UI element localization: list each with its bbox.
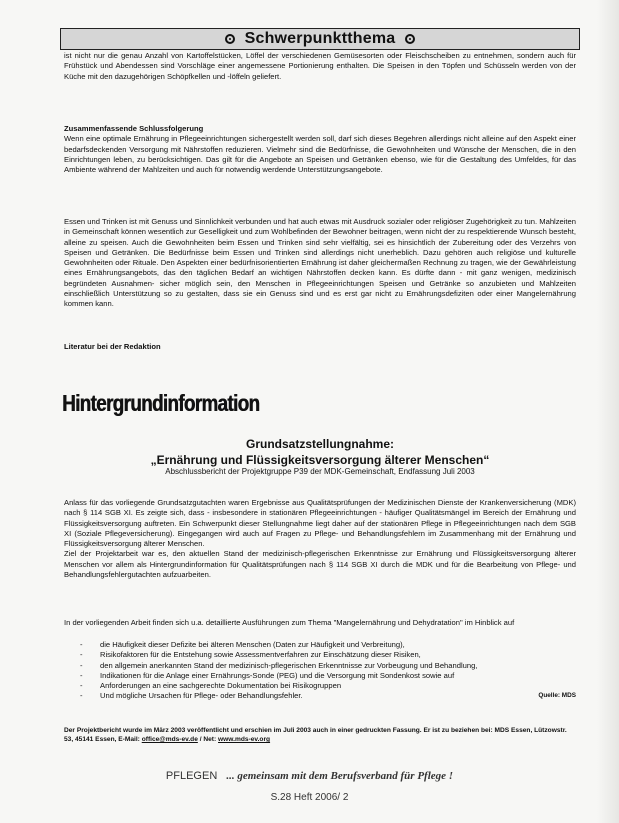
- list-item-text: - Und mögliche Ursachen für Pflege- oder Behandlungsfehler.: [100, 691, 303, 701]
- page-edge-shadow: [597, 0, 619, 823]
- list-item: - den allgemein anerkannten Stand der medizinisch-pflegerischen Erkenntnisse zur Vorbeugung und Behandlung,: [80, 661, 576, 671]
- conclusion-heading: Zusammenfassende Schlussfolgerung: [64, 124, 204, 133]
- list-item: [80, 691, 576, 701]
- intro-paragraph: ist nicht nur die genau Anzahl von Kartoffelstücken, Löffel der verschiedenen Gemüsesorten oder Fleischscheiben zu entnehmen, sondern auch für Frühstück und Abendessen sind Vorschläge einer angemessene Portionierung enthalten. Die Speisen in den Töpfen und Schüsseln werden von der Küche mit den dazugehörigen Schöpfkellen und -löffeln geliefert.: [64, 51, 576, 81]
- page-number: S.28 Heft 2006/ 2: [270, 792, 349, 803]
- footer-slogan: ... gemeinsam mit dem Berufsverband für Pflege !: [226, 770, 454, 782]
- statement-heading: Grundsatzstellungnahme:: [245, 437, 394, 451]
- literature-note: Literatur bei der Redaktion: [64, 342, 161, 351]
- topics-list: [80, 640, 576, 702]
- footer-slogan-line: [0, 770, 619, 782]
- statement-paragraph-1: Anlass für das vorliegende Grundsatzgutachten waren Ergebnisse aus Qualitätsprüfungen der Medizinischen Dienste der Krankenversicherung (MDK) nach § 114 SGB XI. Es zeigte sich, dass - insbesondere in stationären Pflegeeinrichtungen - häufiger Qualitätsmängel im Bereich der Ernährung und Flüssigkeitsversorgung auftreten. Ein Schwerpunkt dieser Stellungnahme liegt daher auf der stationären Pflege in Pflegeeinrichtungen nach dem SGB XI (Soziale Pflegeversicherung). Eingegangen wird auch auf Fragen zu Pflege- und Behandlungsfehlern im Zusammenhang mit der Ernährung und Flüssigkeitsversorgung älterer Menschen.: [64, 498, 576, 549]
- topics-intro-block: [64, 618, 576, 628]
- statement-title: „Ernährung und Flüssigkeitsversorgung älterer Menschen“: [150, 453, 490, 467]
- footer-brand: PFLEGEN: [165, 770, 218, 782]
- footnote-net-label: / Net:: [199, 736, 217, 744]
- statement-subtitle: Abschlussbericht der Projektgruppe P39 der MDK-Gemeinschaft, Endfassung Juli 2003: [165, 467, 475, 476]
- statement-paragraph-2: Ziel der Projektarbeit war es, den aktuellen Stand der medizinisch-pflegerischen Erkenntnisse zur Ernährung und Flüssigkeitsversorgung älterer Menschen vor allem als Hintergrundinformation für Qualitätsprüfungen nach § 114 SGB XI durch die MDK und für die Bearbeitung von Pflege- und Behandlungsfehlergutachten aufzuarbeiten.: [64, 549, 576, 580]
- hintergrund-title: Hintergrundinformation: [62, 390, 260, 416]
- source-label: Quelle: MDS: [538, 692, 576, 700]
- target-icon: [405, 34, 415, 44]
- topics-intro: In der vorliegenden Arbeit finden sich u.a. detaillierte Ausführungen zum Thema "Mangelernährung und Dehydratation" im Hinblick auf: [64, 618, 515, 627]
- footnote-text: Der Projektbericht wurde im März 2003 veröffentlicht und erschien im Juli 2003 auch in einer gedruckten Fassung. Er ist zu beziehen bei: MDS Essen, Lützowstr. 53, 45141 Essen, E-Mail:: [64, 727, 567, 744]
- statement-body: [64, 498, 576, 580]
- intro-paragraph-block: [64, 51, 576, 82]
- conclusion-paragraph: Wenn eine optimale Ernährung in Pflegeeinrichtungen sichergestellt werden soll, darf sich dieses Begehren allerdings nicht alleine auf den Aspekt einer bedarfsdeckenden Versorgung mit Nährstoffen reduzieren. Vielmehr sind die Bedürfnisse, die Gewohnheiten und Wünsche der Menschen, die in den Einrichtungen leben, zu berücksichtigen. Das gilt für die Angebote an Speisen und Getränken ebenso, wie für die Gestaltung des Umfeldes, für das Ambiente während der Mahlzeiten und auch für notwendig werdende Unterstützungsangebote.: [64, 134, 576, 175]
- list-item: - Indikationen für die Anlage einer Ernährungs-Sonde (PEG) und die Versorgung mit Sondenkost sowie auf: [80, 671, 576, 681]
- meals-paragraph: Essen und Trinken ist mit Genuss und Sinnlichkeit verbunden und hat auch etwas mit Ausdruck sozialer oder religiöser Zugehörigkeit zu tun. Mahlzeiten in Gemeinschaft können wesentlich zur Geselligkeit und zum Wohlbefinden der Bewohner beitragen, wenn nicht der zu respektierende Wunsch besteht, alleine zu speisen. Auch die Gewohnheiten beim Essen und Trinken sind sehr vielfältig, sei es hinsichtlich der Zubereitung oder des Verzehrs von Speisen und Getränken. Die Bedürfnisse beim Essen und Trinken sind allerdings nicht unerheblich. Dazu gehören auch religiöse und kulturelle Gewohnheiten oder Rituale. Den Aspekten einer bedürfnisorientierten Ernährung ist daher gleichermaßen Rechnung zu tragen, wie der Gewährleistung eines Ernährungsangebots, das den täglichen Bedarf an wichtigen Nährstoffen decken kann. Es dürfte dann - mit ganz wenigen, medizinisch begründeten Ausnahmen- sicher möglich sein, den Menschen in Pflegeeinrichtungen Speisen und Getränke so anzubieten und Mahlzeiten einschließlich Unterstützung so zu gestalten, dass sie ein Genuss sind und es erst gar nicht zu Ernährungsdefiziten oder einer Mangelernährung kommen kann.: [64, 217, 576, 309]
- meals-section: [64, 217, 576, 310]
- conclusion-section: [64, 124, 576, 175]
- email-link[interactable]: office@mds-ev.de: [141, 736, 198, 744]
- website-link[interactable]: www.mds-ev.org: [218, 736, 271, 744]
- section-header: [60, 28, 580, 50]
- target-icon: [225, 34, 235, 44]
- list-item: - die Häufigkeit dieser Defizite bei älteren Menschen (Daten zur Häufigkeit und Verbreitung),: [80, 640, 576, 650]
- section-header-title: Schwerpunktthema: [244, 30, 396, 47]
- ordering-footnote: [64, 726, 576, 744]
- list-item: - Anforderungen an eine sachgerechte Dokumentation bei Risikogruppen: [80, 681, 576, 691]
- list-item: - Risikofaktoren für die Entstehung sowie Assessmentverfahren zur Einschätzung dieser Risiken,: [80, 650, 576, 660]
